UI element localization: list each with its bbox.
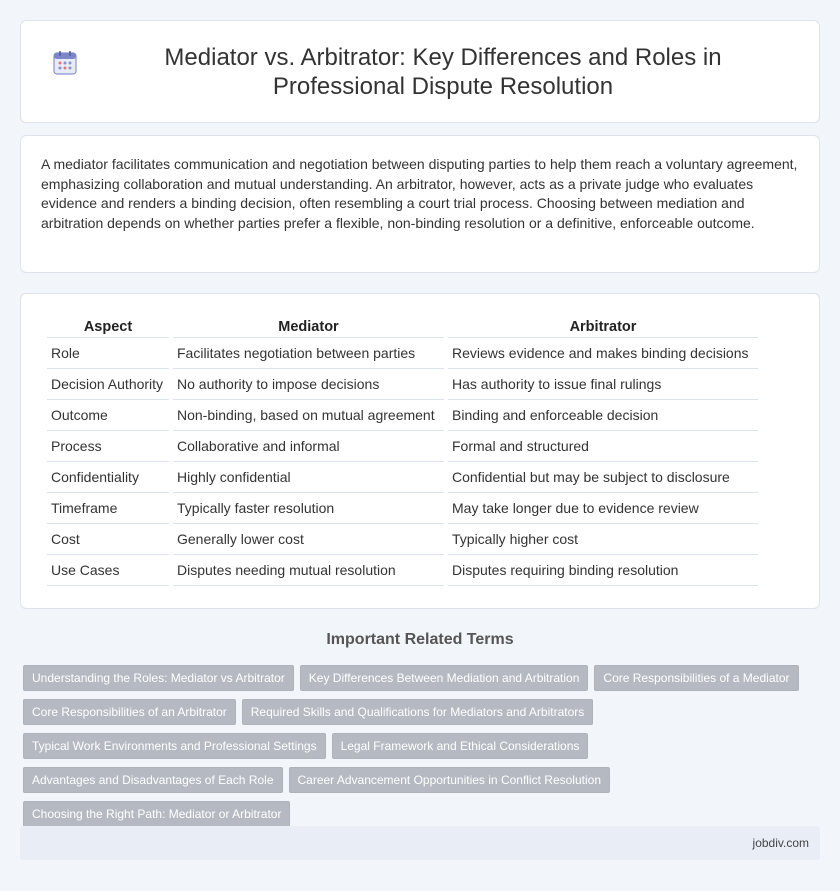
header-aspect: Aspect <box>47 316 169 338</box>
cell-mediator: No authority to impose decisions <box>173 369 444 400</box>
page-title: Mediator vs. Arbitrator: Key Differences and Roles in Professional Dispute Resolution <box>164 43 722 100</box>
header-arbitrator: Arbitrator <box>448 316 758 338</box>
cell-arbitrator: Has authority to issue final rulings <box>448 369 758 400</box>
cell-mediator: Generally lower cost <box>173 524 444 555</box>
cell-aspect: Cost <box>47 524 169 555</box>
related-terms-title: Important Related Terms <box>326 631 514 648</box>
related-term-tag[interactable]: Key Differences Between Mediation and Arbitration <box>300 665 589 691</box>
table-row <box>47 524 758 555</box>
cell-aspect: Confidentiality <box>47 462 169 493</box>
header-card <box>20 20 820 123</box>
related-term-tag[interactable]: Required Skills and Qualifications for Mediators and Arbitrators <box>242 699 594 725</box>
cell-arbitrator: May take longer due to evidence review <box>448 493 758 524</box>
intro-card <box>20 135 820 273</box>
related-term-tag[interactable]: Advantages and Disadvantages of Each Role <box>23 767 283 793</box>
table-row <box>47 493 758 524</box>
cell-aspect: Use Cases <box>47 555 169 586</box>
related-term-tag[interactable]: Core Responsibilities of a Mediator <box>594 665 798 691</box>
related-term-tag[interactable]: Choosing the Right Path: Mediator or Arbitrator <box>23 801 290 827</box>
footer-site-link[interactable]: jobdiv.com <box>752 836 809 850</box>
intro-paragraph: A mediator facilitates communication and negotiation between disputing parties to help them reach a voluntary agreement, emphasizing collaboration and mutual understanding. An arbitrator, however, acts as a private judge who evaluates evidence and renders a binding decision, often resembling a court trial process. Choosing between mediation and arbitration depends on whether parties prefer a flexible, non-binding resolution or a definitive, enforceable outcome. <box>41 156 798 231</box>
related-term-tag[interactable]: Legal Framework and Ethical Considerations <box>332 733 589 759</box>
comparison-table-card <box>20 293 820 609</box>
cell-aspect: Decision Authority <box>47 369 169 400</box>
cell-arbitrator: Formal and structured <box>448 431 758 462</box>
cell-arbitrator: Binding and enforceable decision <box>448 400 758 431</box>
cell-arbitrator: Typically higher cost <box>448 524 758 555</box>
table-header-row <box>47 316 758 338</box>
cell-mediator: Highly confidential <box>173 462 444 493</box>
related-term-tag[interactable]: Core Responsibilities of an Arbitrator <box>23 699 236 725</box>
cell-arbitrator: Reviews evidence and makes binding decisions <box>448 338 758 369</box>
related-terms-list <box>20 665 820 835</box>
table-row <box>47 555 758 586</box>
cell-mediator: Non-binding, based on mutual agreement <box>173 400 444 431</box>
table-row <box>47 462 758 493</box>
cell-arbitrator: Confidential but may be subject to disclosure <box>448 462 758 493</box>
cell-mediator: Typically faster resolution <box>173 493 444 524</box>
related-term-tag[interactable]: Understanding the Roles: Mediator vs Arbitrator <box>23 665 294 691</box>
footer <box>20 826 820 860</box>
table-row <box>47 369 758 400</box>
cell-aspect: Process <box>47 431 169 462</box>
cell-mediator: Collaborative and informal <box>173 431 444 462</box>
cell-arbitrator: Disputes requiring binding resolution <box>448 555 758 586</box>
header <box>51 43 789 101</box>
cell-mediator: Facilitates negotiation between parties <box>173 338 444 369</box>
comparison-table <box>43 316 762 586</box>
cell-aspect: Outcome <box>47 400 169 431</box>
cell-aspect: Role <box>47 338 169 369</box>
header-mediator: Mediator <box>173 316 444 338</box>
table-row <box>47 431 758 462</box>
calendar-icon <box>51 49 79 77</box>
cell-mediator: Disputes needing mutual resolution <box>173 555 444 586</box>
related-term-tag[interactable]: Career Advancement Opportunities in Conflict Resolution <box>289 767 611 793</box>
cell-aspect: Timeframe <box>47 493 169 524</box>
table-row <box>47 338 758 369</box>
related-term-tag[interactable]: Typical Work Environments and Professional Settings <box>23 733 326 759</box>
table-row <box>47 400 758 431</box>
